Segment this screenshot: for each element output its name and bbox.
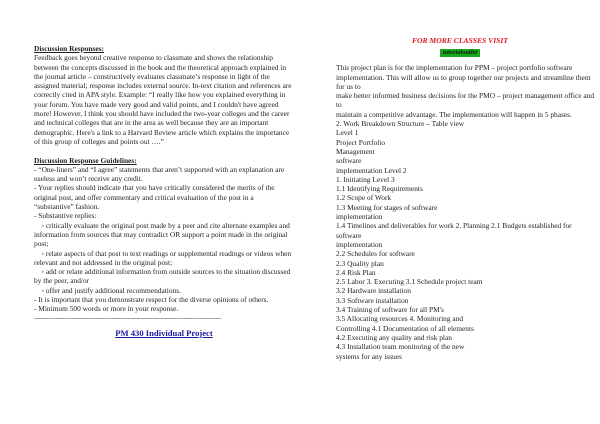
project-title-link[interactable]: PM 430 Individual Project — [115, 327, 213, 338]
plan-line: 2.2 Schedules for software — [336, 249, 415, 259]
plan-line: 3.2 Hardware installation — [336, 286, 411, 296]
guideline-item: ◦ critically evaluate the original post made by a peer and cite alternate examples and information from sources that may contradict OR support a point made in the original post; — [34, 220, 292, 249]
plan-line: 2.4 Risk Plan — [336, 267, 376, 277]
badge-wrapper — [336, 47, 584, 57]
guideline-item: - It is important that you demonstrate respect for the diverse opinions of others. — [34, 295, 269, 305]
guideline-item: ◦ add or relate additional information from outside sources to the situation discussed by the peer, and/or — [34, 267, 293, 286]
plan-line: 3.5 Allocating resources 4. Monitoring and — [336, 314, 464, 324]
guidelines-heading: Discussion Response Guidelines: — [34, 155, 137, 165]
plan-line: implementation — [336, 212, 383, 222]
plan-line: 1.2 Scope of Work — [336, 193, 392, 203]
plan-line: Controlling 4.1 Documentation of all elements — [336, 323, 474, 333]
guideline-item: - Your replies should indicate that you have critically considered the merits of the original post, and offer commentary and critical evaluation of the post in a “substantive” fashion. — [34, 183, 275, 212]
site-badge[interactable]: tutorialoutlet — [440, 49, 480, 57]
guideline-item: - Substantive replies: — [34, 211, 97, 221]
plan-line: 2.5 Labor 3. Executing 3.1 Schedule project team — [336, 277, 483, 287]
promo-link[interactable]: FOR MORE CLASSES VISIT — [411, 36, 509, 45]
separator-dashes: -------------------------------------------------------------------------------------------------------- — [34, 315, 221, 322]
plan-line: Project Portfolio — [336, 137, 386, 147]
right-column — [336, 36, 596, 361]
project-plan-text — [336, 63, 596, 361]
plan-line: 4.2 Executing any quality and risk plan — [336, 332, 452, 342]
plan-line: make better informed business decisions for the PMO – project management office and to — [336, 91, 595, 110]
plan-line: 2.3 Quality plan — [336, 258, 384, 268]
guideline-item: ◦ relate aspects of that post to text readings or supplemental readings or videos when relevant and not addressed in the original post; — [34, 248, 293, 267]
left-column — [34, 44, 294, 338]
plan-line: implementation. This will allow us to group together our projects and streamline them for us to — [336, 72, 591, 91]
plan-line: 2. Work Breakdown Structure – Table view — [336, 119, 465, 129]
discussion-heading: Discussion Responses: — [34, 44, 105, 53]
plan-line: software — [336, 156, 362, 166]
plan-line: 1.3 Meeting for stages of software — [336, 202, 438, 212]
plan-line: systems for any issues — [336, 351, 402, 361]
plan-line: implementation — [336, 239, 383, 249]
guidelines-list — [34, 165, 294, 314]
plan-line: maintain a competitive advantage. The implementation will happen in 5 phases. — [336, 109, 572, 119]
guideline-item: - “One-liners” and “I agree” statements that aren’t supported with an explanation are useless and won’t receive any credit. — [34, 164, 285, 184]
plan-line: implementation Level 2 — [336, 165, 407, 175]
plan-line: 1.4 Timelines and deliverables for work 2. Planning 2.1 Budgets established for software — [336, 221, 572, 240]
guideline-item: ◦ offer and justify additional recommendations. — [34, 285, 181, 295]
plan-line: 3.4 Training of software for all PM's — [336, 305, 444, 315]
plan-line: 1. Initiating Level 3 — [336, 174, 395, 184]
plan-line: 4.3 Installation team monitoring of the new — [336, 342, 465, 352]
plan-line: This project plan is for the implementation for PPM – project portfolio software — [336, 63, 573, 73]
plan-line: Management — [336, 146, 375, 156]
plan-line: 3.3 Software installation — [336, 295, 409, 305]
guideline-item: - Minimum 500 words or more in your response. — [34, 304, 179, 314]
plan-line: Level 1 — [336, 128, 359, 138]
discussion-body: Feedback goes beyond creative response to classmate and shows the relationship between the concepts discussed in the book and the theoretical approach explained in the journal article – constructively evaluates classmate’s response in light of the assigned material; response includes external source. In-text citation and references are correctly cited in APA style. Example: “I really like how you explained everything in your forum. You have made very good and valid points, and I couldn't have agreed more! However, I think you should have included the two-year colleges and the career and technical colleges that are in the area as well because they are an important demographic. Here's a link to a Harvard Review article which explains the importance of this group of colleges and points out ….” — [34, 53, 292, 146]
plan-line: 1.1 Identifying Requirements — [336, 184, 423, 194]
